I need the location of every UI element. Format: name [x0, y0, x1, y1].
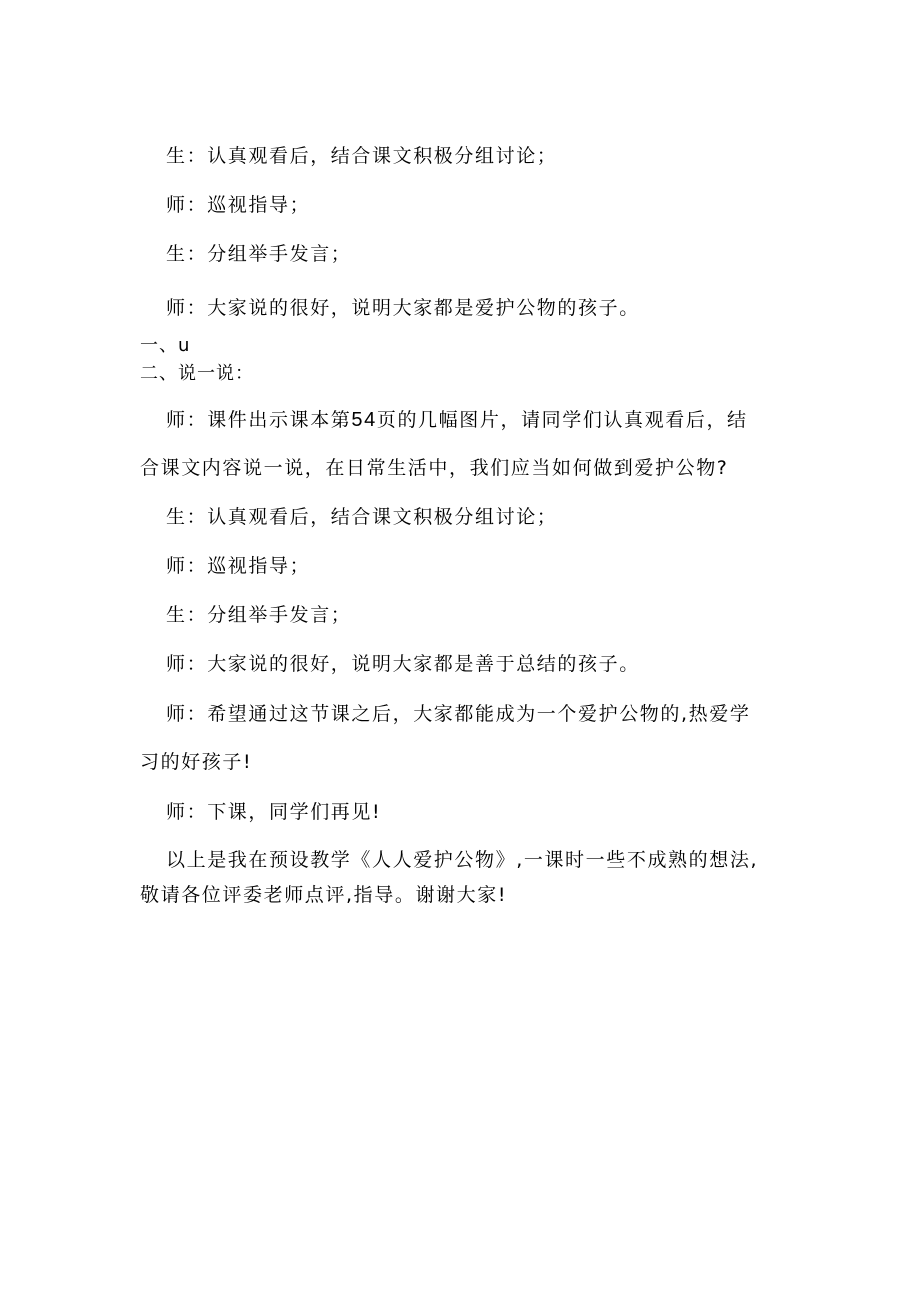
paragraph-student-speak-1: 生：分组举手发言； — [166, 243, 352, 265]
paragraph-student-discuss-2: 生：认真观看后，结合课文积极分组讨论； — [166, 506, 558, 528]
paragraph-teacher-goodbye: 师：下课，同学们再见! — [166, 801, 382, 823]
paragraph-teacher-slides-part-1: 师：课件出示课本第 — [166, 409, 352, 431]
page-number: 54 — [351, 409, 377, 431]
paragraph-closing: 以上是我在预设教学《人人爱护公物》,一课时一些不成熟的想法, — [166, 849, 759, 871]
paragraph-student-discuss-1: 生：认真观看后，结合课文积极分组讨论； — [166, 145, 558, 167]
paragraph-closing-cont: 敬请各位评委老师点评,指导。谢谢大家! — [140, 884, 508, 906]
paragraph-teacher-slides-cont: 合课文内容说一说，在日常生活中，我们应当如何做到爱护公物? — [140, 457, 729, 479]
paragraph-teacher-slides-part-2: 页的几幅图片，请同学们认真观看后，结 — [376, 409, 748, 431]
paragraph-teacher-hope: 师：希望通过这节课之后，大家都能成为一个爱护公物的,热爱学 — [166, 703, 751, 725]
paragraph-teacher-praise-2: 师：大家说的很好，说明大家都是善于总结的孩子。 — [166, 653, 640, 675]
paragraph-teacher-guide-2: 师：巡视指导； — [166, 555, 311, 577]
section-heading-2: 二、说一说： — [140, 363, 254, 384]
section-heading-1: 一、u — [140, 335, 191, 356]
paragraph-student-speak-2: 生：分组举手发言； — [166, 604, 352, 626]
paragraph-teacher-praise-1: 师：大家说的很好，说明大家都是爱护公物的孩子。 — [166, 297, 640, 319]
paragraph-teacher-slides — [166, 408, 748, 432]
paragraph-teacher-hope-cont: 习的好孩子! — [140, 751, 253, 773]
paragraph-teacher-guide-1: 师：巡视指导； — [166, 194, 311, 216]
